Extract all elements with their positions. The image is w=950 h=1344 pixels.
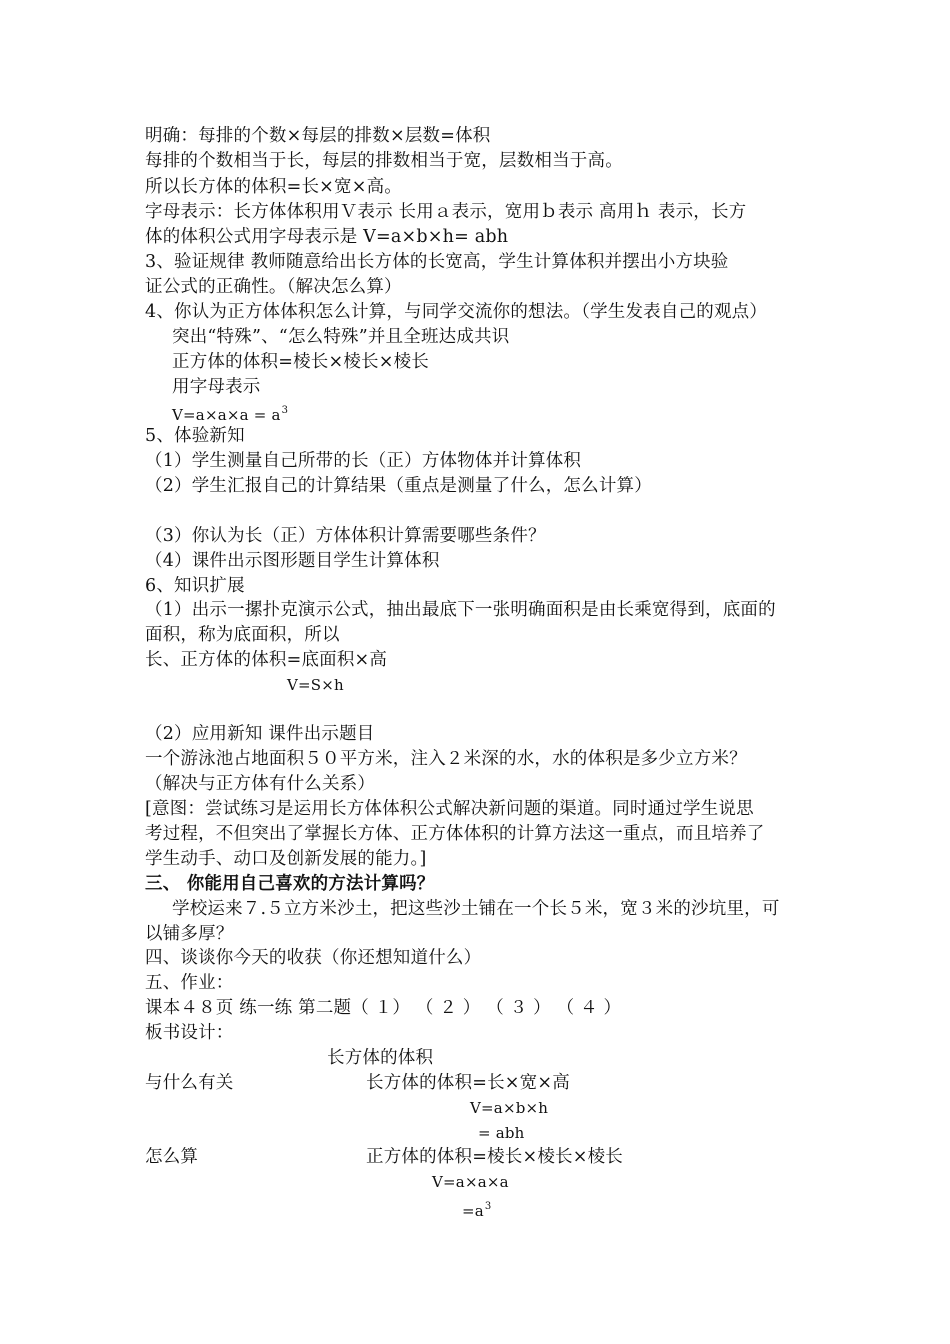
text-line: 考过程，不但突出了掌握长方体、正方体体积的计算方法这一重点，而且培养了 <box>145 824 765 844</box>
text-line: 证公式的正确性。（解决怎么算） <box>145 277 402 297</box>
text-line: 长、正方体的体积=底面积×高 <box>145 650 388 670</box>
text-line: 板书设计： <box>145 1023 234 1043</box>
text-line: 5、体验新知 <box>145 426 245 446</box>
text-line: 字母表示：长方体体积用Ｖ表示 长用ａ表示，宽用ｂ表示 高用ｈ 表示，长方 <box>145 202 747 222</box>
text-line: 明确：每排的个数×每层的排数×层数=体积 <box>145 126 491 146</box>
text-line: 用字母表示 <box>172 377 261 397</box>
board-formula: V=a×b×h <box>470 1099 549 1117</box>
text-line: 学生动手、动口及创新发展的能力。] <box>145 849 427 869</box>
text-line: 学校运来７.５立方米沙土，把这些沙土铺在一个长５米，宽３米的沙坑里，可 <box>172 899 780 919</box>
text-line: 面积，称为底面积，所以 <box>145 625 340 645</box>
text-line: [意图：尝试练习是运用长方体体积公式解决新问题的渠道。同时通过学生说思 <box>145 799 754 819</box>
board-formula: 长方体的体积=长×宽×高 <box>366 1073 570 1093</box>
formula-base-area: V=S×h <box>287 676 344 694</box>
text-line: 以铺多厚？ <box>145 924 234 944</box>
text-line: （2）应用新知 课件出示题目 <box>145 724 375 744</box>
board-left-label: 与什么有关 <box>145 1073 234 1093</box>
board-formula: = abh <box>478 1124 525 1142</box>
text-line: 4、你认为正方体体积怎么计算，与同学交流你的想法。（学生发表自己的观点） <box>145 302 768 322</box>
board-formula: 正方体的体积=棱长×棱长×棱长 <box>366 1147 623 1167</box>
text-line: 3、验证规律 教师随意给出长方体的长宽高，学生计算体积并摆出小方块验 <box>145 252 729 272</box>
formula-cube-volume: V=a×a×a = a 3 <box>172 399 288 427</box>
text-line: （1）出示一摞扑克演示公式，抽出最底下一张明确面积是由长乘宽得到，底面的 <box>145 600 776 620</box>
text-line: 正方体的体积=棱长×棱长×棱长 <box>172 352 429 372</box>
board-title: 长方体的体积 <box>327 1048 434 1068</box>
board-left-label: 怎么算 <box>145 1147 199 1167</box>
text-line: 体的体积公式用字母表示是 V=a×b×h= abh <box>145 227 509 247</box>
section-heading: 三、 你能用自己喜欢的方法计算吗？ <box>145 874 435 894</box>
text-line: （解决与正方体有什么关系） <box>145 774 376 794</box>
text-line: （1）学生测量自己所带的长（正）方体物体并计算体积 <box>145 451 582 471</box>
text-line: （4）课件出示图形题目学生计算体积 <box>145 551 440 571</box>
text-line: 突出“特殊”、“怎么特殊”并且全班达成共识 <box>172 327 510 347</box>
text-line: 一个游泳池占地面积５０平方米，注入２米深的水，水的体积是多少立方米？ <box>145 749 747 769</box>
board-formula: V=a×a×a <box>432 1173 509 1191</box>
text-line: 6、知识扩展 <box>145 576 245 596</box>
text-line: 所以长方体的体积=长×宽×高。 <box>145 177 402 197</box>
text-line: （2）学生汇报自己的计算结果（重点是测量了什么，怎么计算） <box>145 476 652 496</box>
text-line: （3）你认为长（正）方体体积计算需要哪些条件？ <box>145 526 546 546</box>
text-line: 课本４８页 练一练 第二题（ １） （ ２ ） （ ３ ） （ ４ ） <box>145 998 622 1018</box>
text-line: 五、作业： <box>145 973 234 993</box>
text-line: 每排的个数相当于长，每层的排数相当于宽，层数相当于高。 <box>145 151 623 171</box>
text-line: 四、谈谈你今天的收获（你还想知道什么） <box>145 948 482 968</box>
board-formula: =a 3 <box>462 1195 491 1223</box>
